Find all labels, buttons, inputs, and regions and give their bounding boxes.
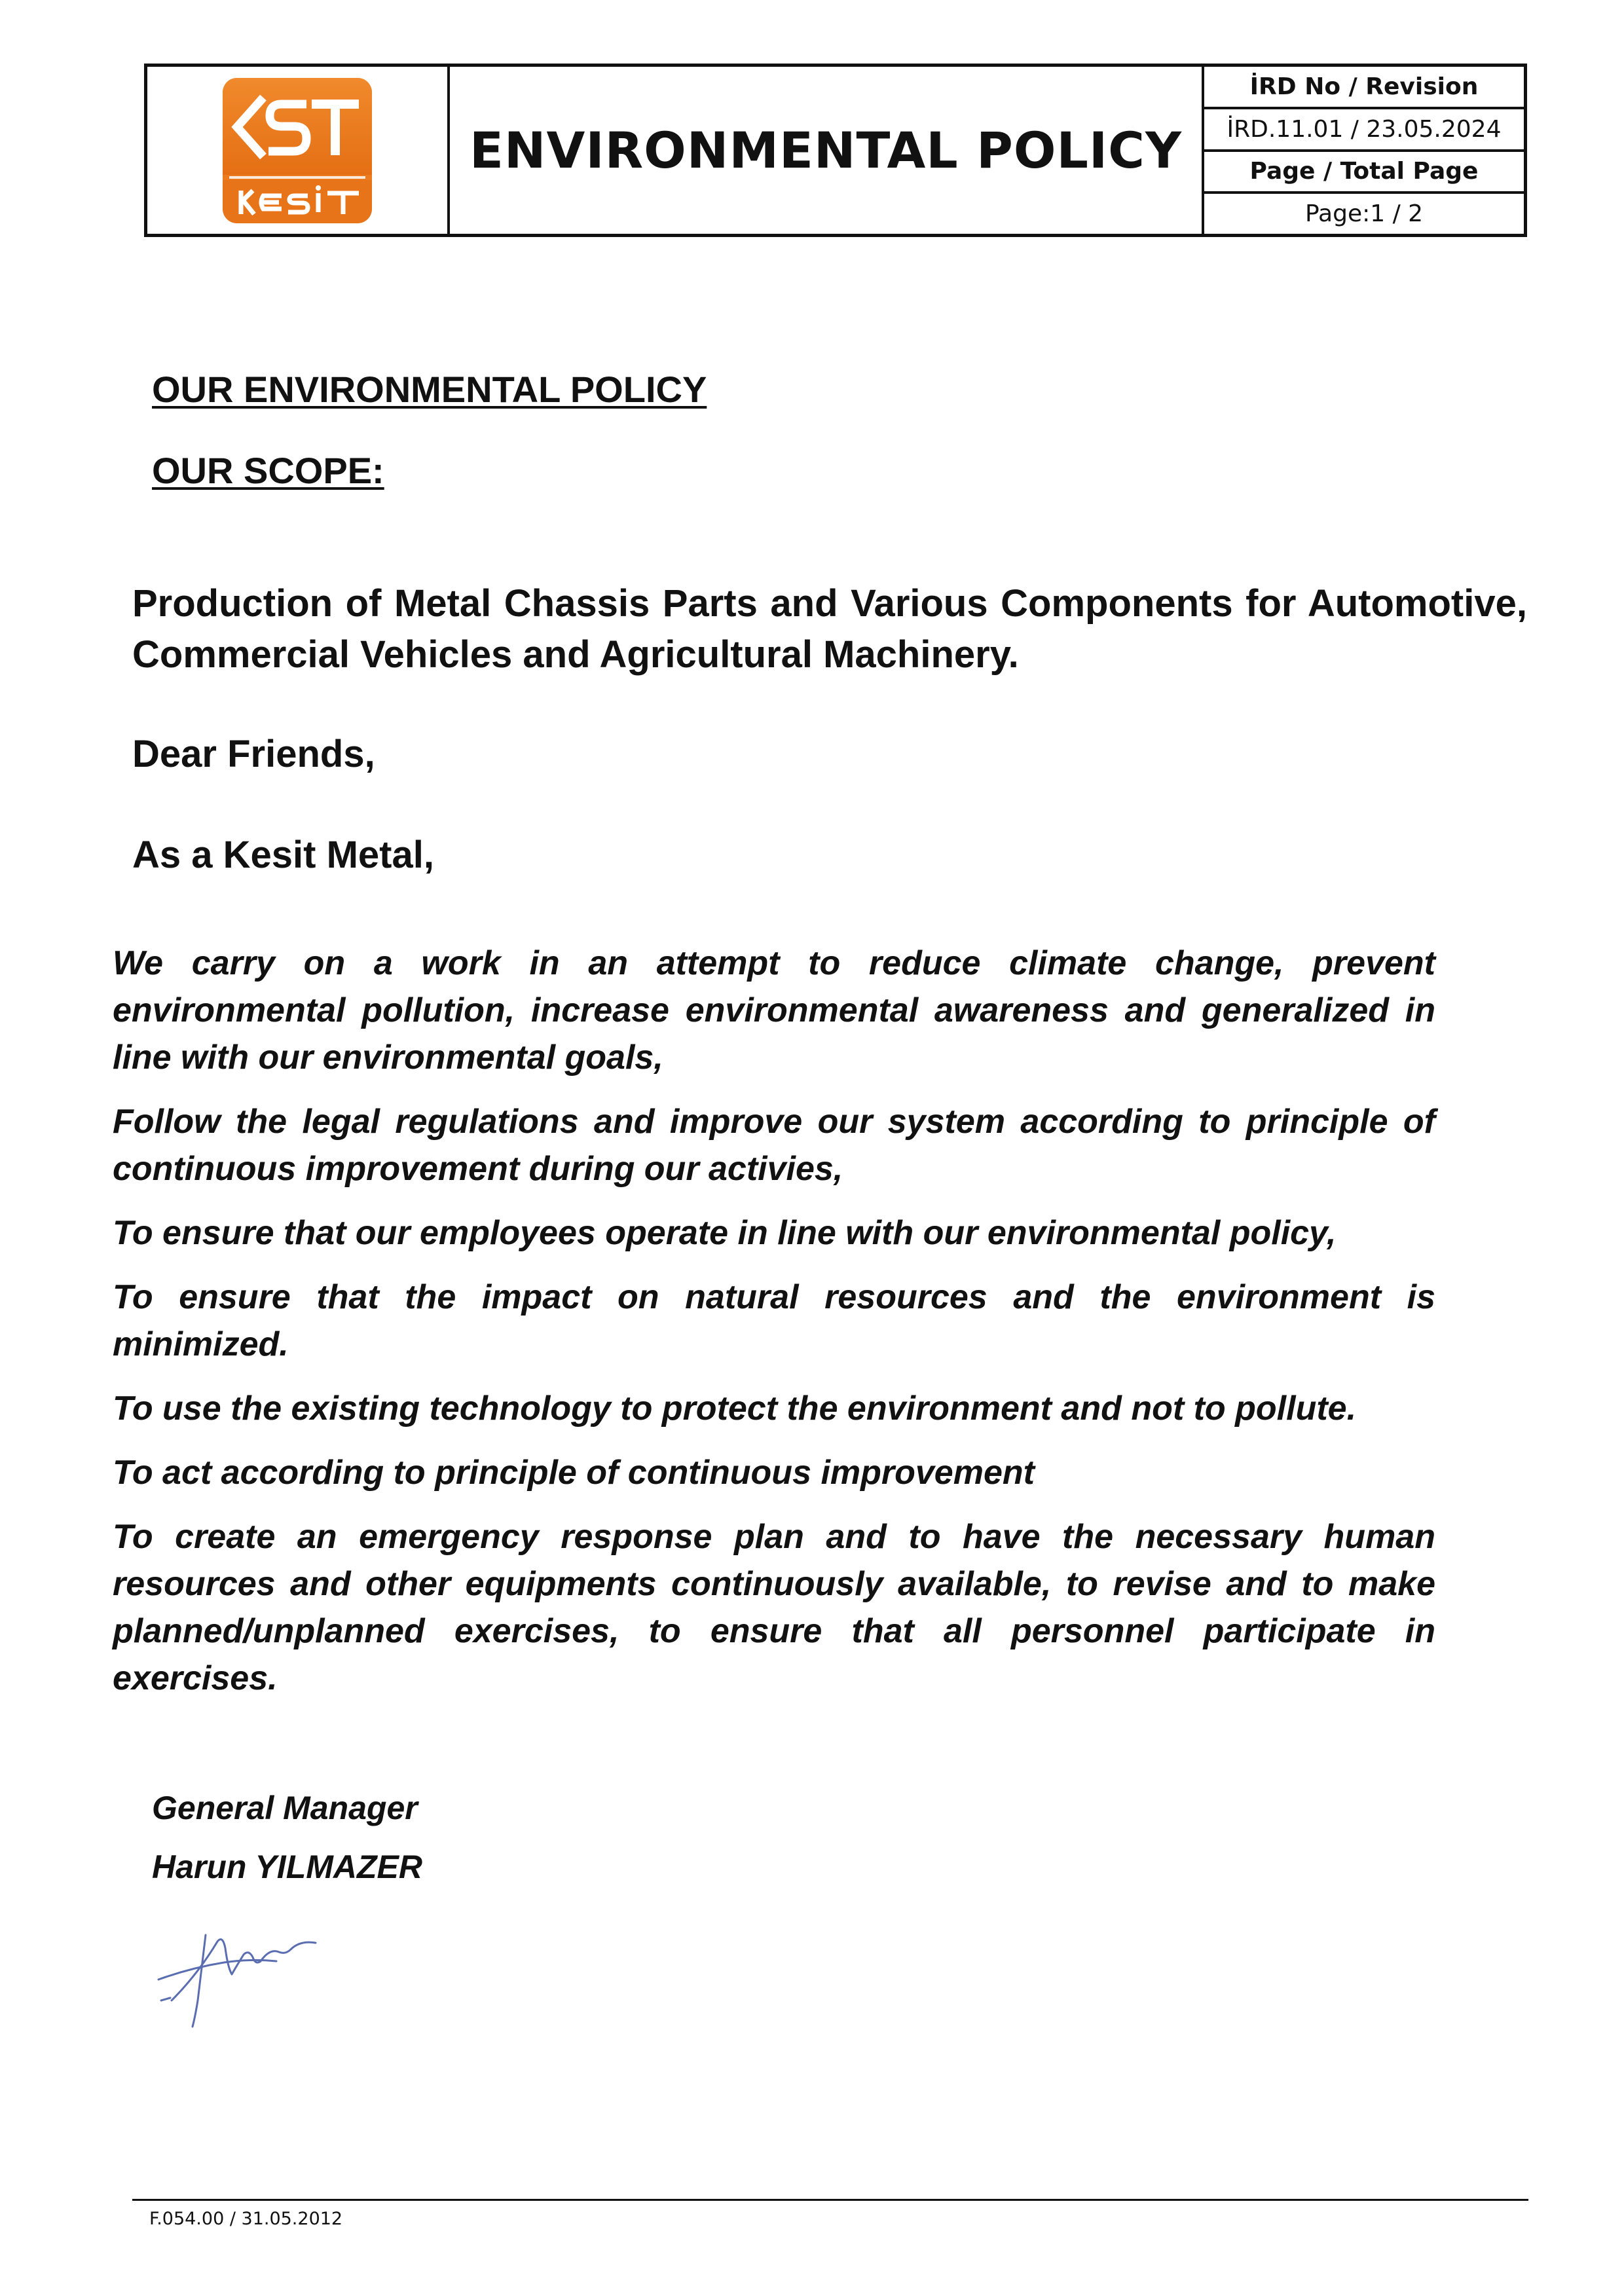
document-title: ENVIRONMENTAL POLICY (450, 67, 1204, 234)
policy-list (113, 940, 1435, 1719)
footer-divider (132, 2199, 1528, 2201)
page-label: Page / Total Page (1204, 152, 1524, 194)
intro-line: As a Kesit Metal, (132, 834, 434, 876)
policy-item: To use the existing technology to protect the environment and not to pollute. (113, 1390, 1357, 1428)
policy-item: To ensure that the impact on natural resources and the environment is minimized. (113, 1278, 1435, 1363)
greeting: Dear Friends, (132, 733, 375, 775)
document-meta (1204, 67, 1524, 234)
logo-cell (147, 67, 450, 234)
policy-heading: OUR ENVIRONMENTAL POLICY (152, 369, 707, 410)
scope-text: Production of Metal Chassis Parts and Various Components for Automotive, Commercial Vehicles and Agricultural Machinery. (132, 582, 1527, 676)
handwritten-signature (145, 1902, 368, 2033)
scope-heading: OUR SCOPE: (152, 450, 384, 491)
policy-item: We carry on a work in an attempt to reduce climate change, prevent environmental pollution, increase environmental awareness and generalized in line with our environmental goals, (113, 944, 1435, 1077)
document-header (144, 64, 1527, 237)
policy-item: To ensure that our employees operate in line with our environmental policy, (113, 1214, 1337, 1252)
policy-item: To create an emergency response plan and to have the necessary human resources and other equipments continuously available, to revise and to make planned/unplanned exercises, to ensure that all personnel participate in exercises. (113, 1518, 1435, 1697)
policy-item: To act according to principle of continuous improvement (113, 1454, 1035, 1492)
doc-no-label: İRD No / Revision (1204, 67, 1524, 109)
policy-item: Follow the legal regulations and improve our system according to principle of continuous improvement during our activies, (113, 1103, 1435, 1188)
signer-name: Harun YILMAZER (152, 1849, 422, 1885)
kesit-logo (223, 78, 372, 223)
doc-no-value: İRD.11.01 / 23.05.2024 (1204, 109, 1524, 152)
logo-lettering (223, 78, 372, 223)
form-code: F.054.00 / 31.05.2012 (149, 2209, 343, 2229)
signer-role: General Manager (152, 1790, 418, 1826)
page-value: Page:1 / 2 (1304, 200, 1424, 228)
